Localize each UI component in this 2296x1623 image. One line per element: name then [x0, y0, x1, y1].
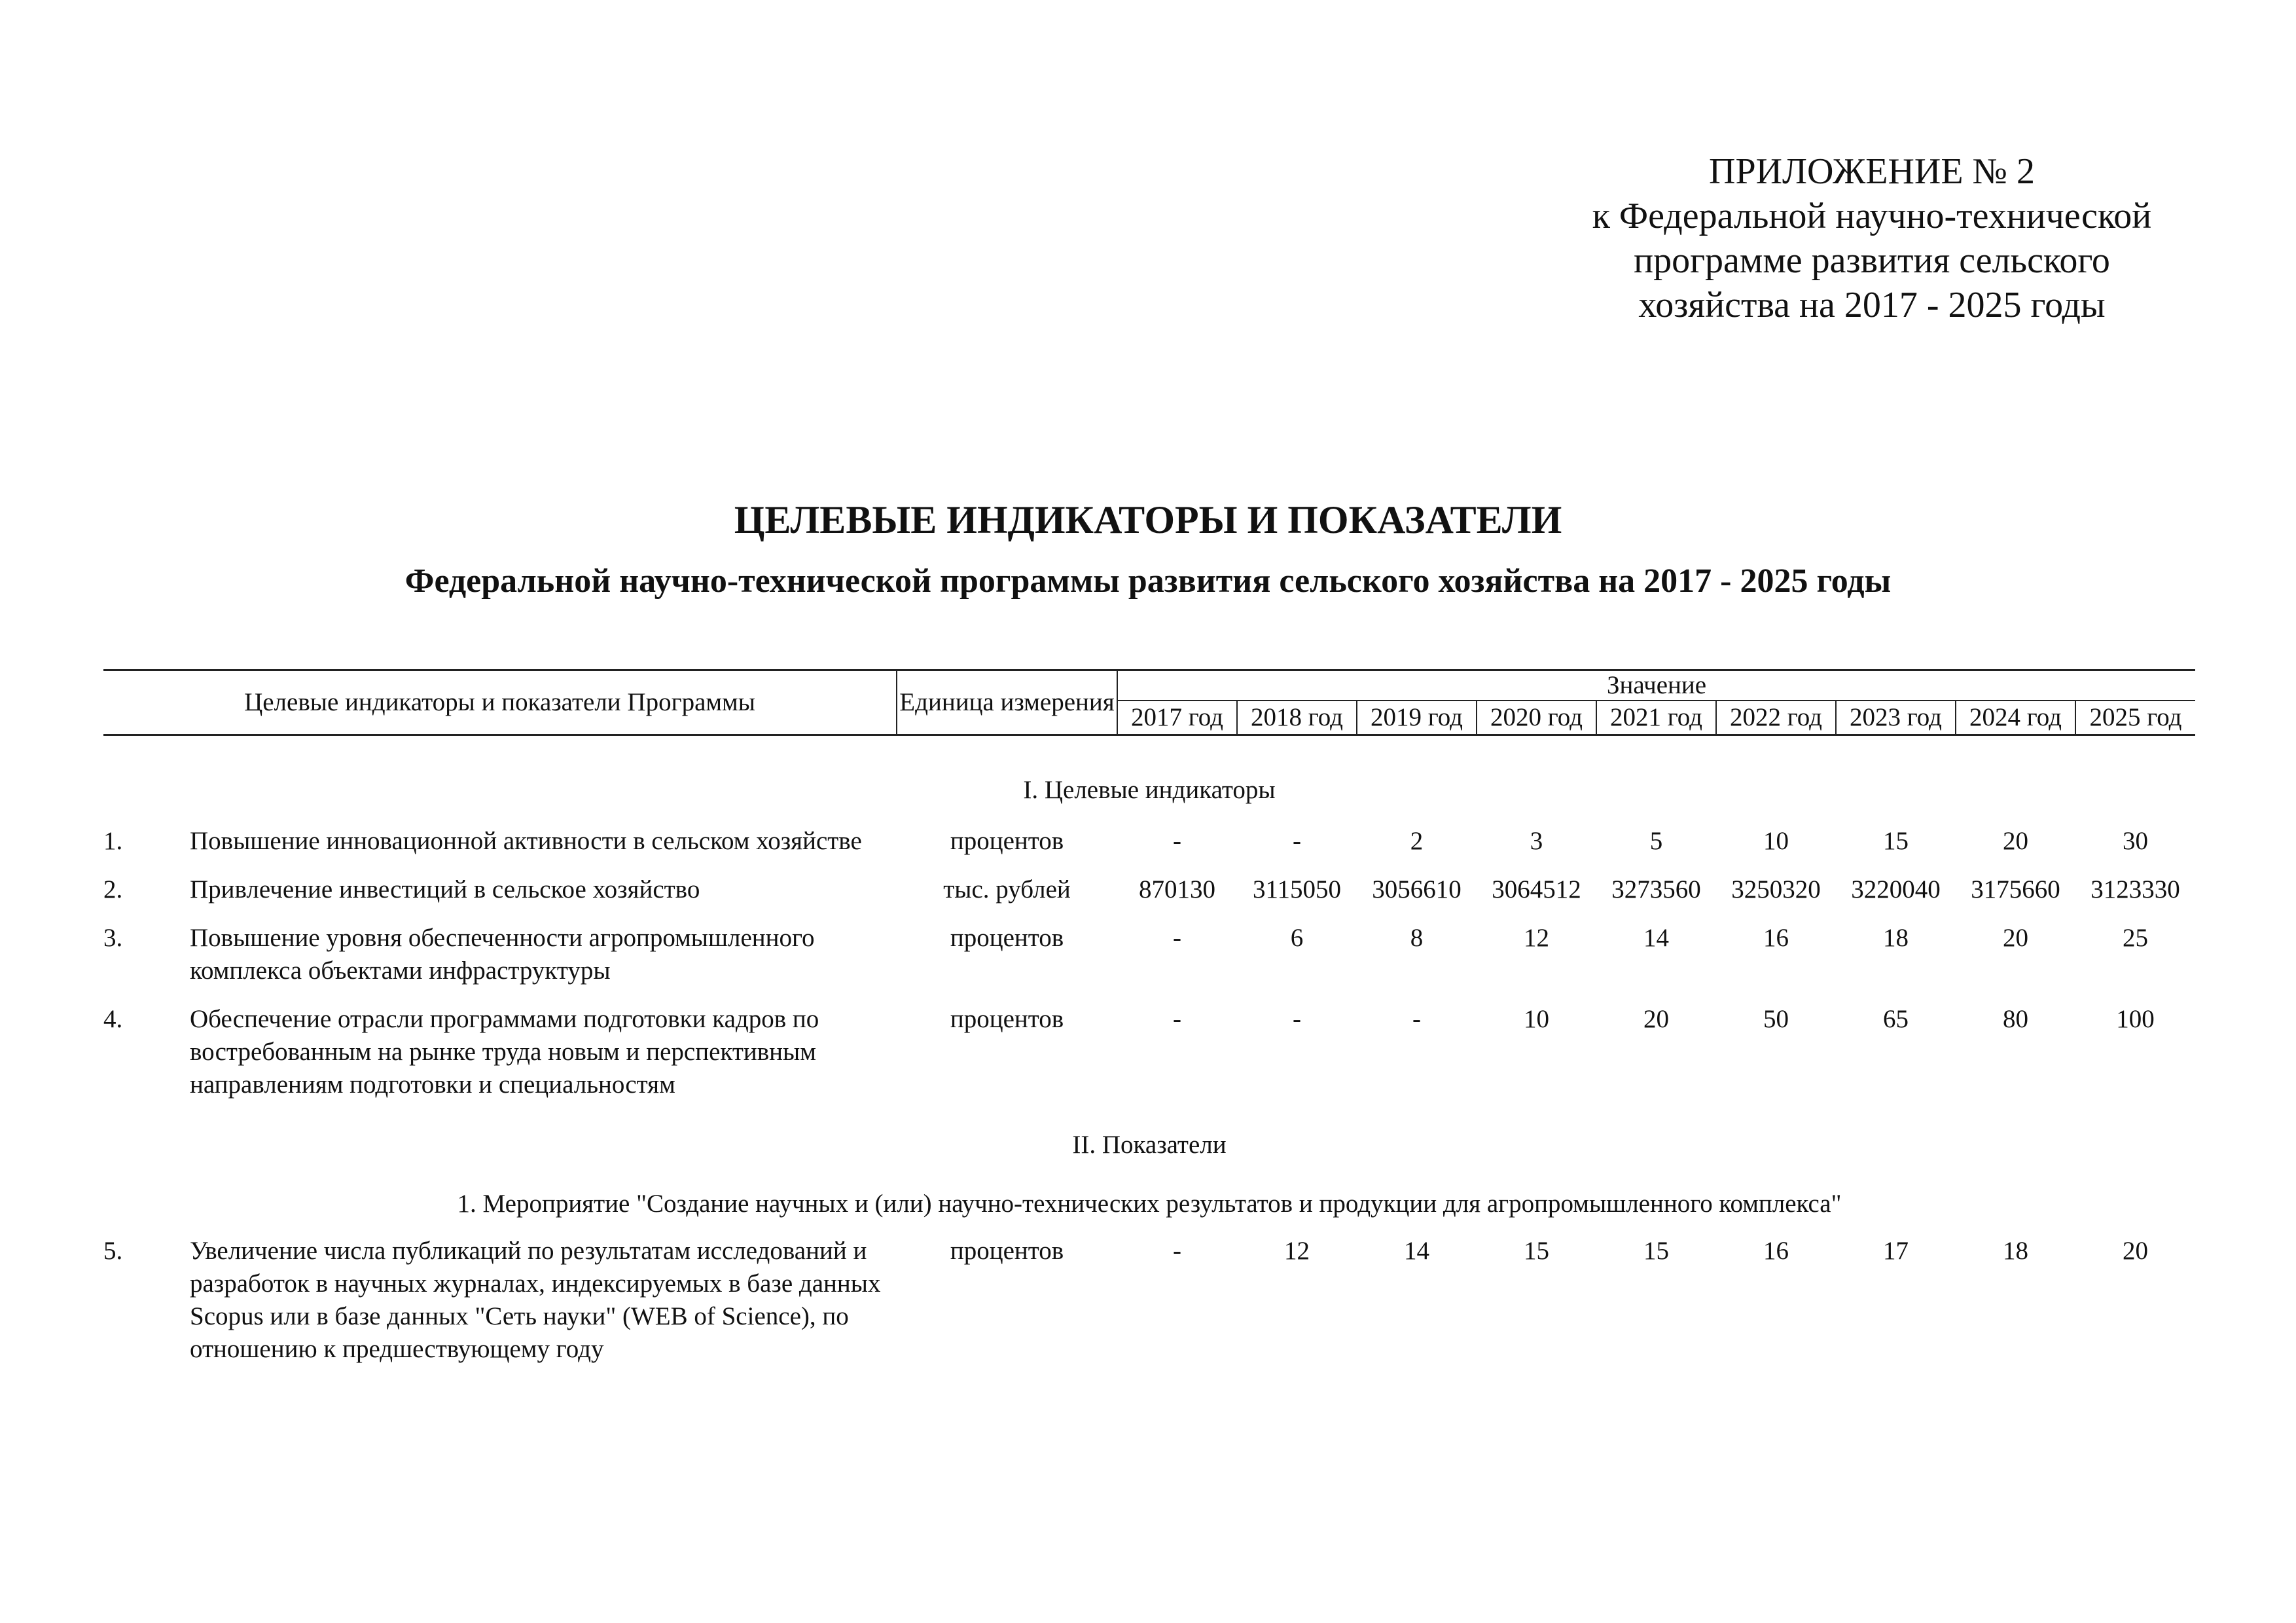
table-row — [103, 1003, 2195, 1117]
header-indicator: Целевые индикаторы и показатели Программы — [103, 670, 897, 735]
row-value: 14 — [1404, 1237, 1430, 1265]
table-row — [103, 922, 2195, 1003]
section-heading: II. Показатели — [1072, 1131, 1227, 1159]
header-year: 2017 год — [1117, 701, 1237, 735]
header-value: Значение — [1117, 670, 2195, 701]
appendix-line: программе развития сельского — [1634, 240, 2110, 281]
row-indicator: Привлечение инвестиций в сельское хозяйство — [190, 875, 700, 903]
row-value: 18 — [1883, 924, 1909, 952]
row-value: - — [1293, 1005, 1302, 1033]
header-unit: Единица измерения — [897, 670, 1117, 735]
header-year: 2024 год — [1956, 701, 2075, 735]
table-row — [103, 1235, 2195, 1381]
row-unit: процентов — [950, 827, 1064, 855]
header-year: 2025 год — [2075, 701, 2195, 735]
row-value: 12 — [1284, 1237, 1310, 1265]
row-value: 8 — [1410, 924, 1424, 952]
measure-row — [103, 1176, 2195, 1235]
row-value: 17 — [1883, 1237, 1909, 1265]
row-value: 15 — [1883, 827, 1909, 855]
table-row — [103, 873, 2195, 922]
row-value: 3064512 — [1492, 875, 1581, 903]
row-number: 1. — [103, 827, 123, 855]
row-value: 3056610 — [1372, 875, 1462, 903]
row-value: 30 — [2123, 827, 2149, 855]
appendix-block — [1545, 149, 2199, 327]
row-unit: процентов — [950, 924, 1064, 952]
row-value: 12 — [1524, 924, 1550, 952]
document-subtitle: Федеральной научно-технической программы развития сельского хозяйства на 2017 - 2025 годы — [404, 562, 1892, 600]
row-number: 4. — [103, 1005, 123, 1033]
row-value: 3250320 — [1731, 875, 1821, 903]
row-number: 3. — [103, 924, 123, 952]
row-unit: тыс. рублей — [943, 875, 1071, 903]
row-value: 15 — [1524, 1237, 1550, 1265]
header-year: 2023 год — [1836, 701, 1956, 735]
row-indicator: Обеспечение отрасли программами подготовки кадров по востребованным на рынке труда новым и перспективным направлениям подготовки и специальностям — [190, 1005, 819, 1099]
row-value: 10 — [1763, 827, 1789, 855]
row-number: 2. — [103, 875, 123, 903]
row-value: 5 — [1649, 827, 1663, 855]
row-unit: процентов — [950, 1237, 1064, 1265]
row-value: 870130 — [1139, 875, 1216, 903]
row-value: 18 — [2003, 1237, 2029, 1265]
section-row — [103, 735, 2195, 826]
row-value: 3123330 — [2090, 875, 2180, 903]
row-value: 3 — [1530, 827, 1543, 855]
row-value: 3175660 — [1971, 875, 2060, 903]
appendix-line: к Федеральной научно-технической — [1592, 196, 2152, 236]
row-value: 6 — [1290, 924, 1304, 952]
row-indicator: Повышение инновационной активности в сельском хозяйстве — [190, 827, 862, 855]
row-value: 2 — [1410, 827, 1424, 855]
row-value: 80 — [2003, 1005, 2029, 1033]
row-value: 15 — [1643, 1237, 1670, 1265]
row-value: 20 — [1643, 1005, 1670, 1033]
row-value: 3273560 — [1611, 875, 1701, 903]
section-row — [103, 1117, 2195, 1176]
row-value: - — [1173, 1237, 1182, 1265]
row-value: - — [1173, 1005, 1182, 1033]
row-value: - — [1293, 827, 1302, 855]
header-year: 2018 год — [1237, 701, 1357, 735]
measure-heading: 1. Мероприятие "Создание научных и (или) научно-технических результатов и продукции для агропромышленного комплекса" — [457, 1190, 1842, 1218]
row-value: - — [1412, 1005, 1422, 1033]
document-title: ЦЕЛЕВЫЕ ИНДИКАТОРЫ И ПОКАЗАТЕЛИ — [734, 498, 1562, 541]
row-value: 3220040 — [1851, 875, 1941, 903]
row-value: 20 — [2123, 1237, 2149, 1265]
row-value: 20 — [2003, 924, 2029, 952]
row-unit: процентов — [950, 1005, 1064, 1033]
header-year: 2022 год — [1716, 701, 1836, 735]
row-value: 10 — [1524, 1005, 1550, 1033]
row-value: - — [1173, 924, 1182, 952]
row-value: 50 — [1763, 1005, 1789, 1033]
header-year: 2019 год — [1357, 701, 1477, 735]
row-value: 100 — [2116, 1005, 2155, 1033]
row-value: 20 — [2003, 827, 2029, 855]
header-year: 2020 год — [1477, 701, 1596, 735]
row-value: - — [1173, 827, 1182, 855]
indicators-table — [103, 669, 2195, 1381]
appendix-line: хозяйства на 2017 - 2025 годы — [1638, 285, 2106, 325]
row-value: 16 — [1763, 1237, 1789, 1265]
table-row — [103, 825, 2195, 873]
section-heading: I. Целевые индикаторы — [1023, 776, 1276, 804]
row-value: 25 — [2123, 924, 2149, 952]
appendix-number: ПРИЛОЖЕНИЕ № 2 — [1709, 151, 2035, 192]
header-year: 2021 год — [1596, 701, 1716, 735]
row-indicator: Повышение уровня обеспеченности агропромышленного комплекса объектами инфраструктуры — [190, 924, 815, 985]
row-value: 3115050 — [1252, 875, 1342, 903]
row-value: 65 — [1883, 1005, 1909, 1033]
row-value: 14 — [1643, 924, 1670, 952]
row-number: 5. — [103, 1237, 123, 1265]
row-value: 16 — [1763, 924, 1789, 952]
row-indicator: Увеличение числа публикаций по результатам исследований и разработок в научных журналах, индексируемых в базе данных Scopus или в базе данных "Сеть науки" (WEB of Science), по отношению к предшествующему году — [190, 1237, 881, 1363]
